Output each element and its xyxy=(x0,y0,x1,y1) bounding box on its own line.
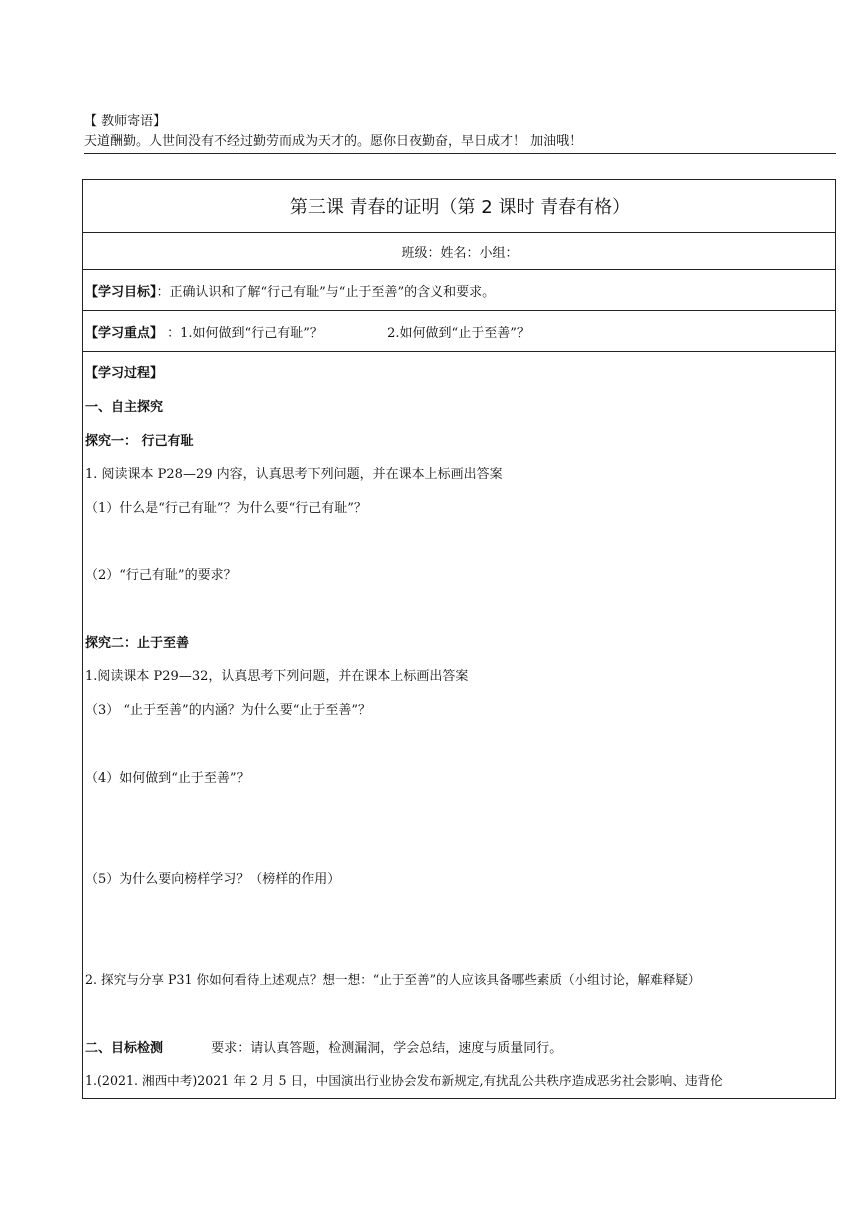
question-2: （2）“行己有耻”的要求？ xyxy=(85,568,237,583)
lesson-title: 第三课 青春的证明（第 2 课时 青春有格） xyxy=(83,180,836,233)
explore-share-task: 2. 探究与分享 P31 你如何看待上述观点？想一想：“止于至善”的人应该具备哪些素质（小组讨论，解难释疑） xyxy=(85,972,701,987)
question-1: （1）什么是“行己有耻”？为什么要“行己有耻”？ xyxy=(85,501,367,516)
process-label: 【学习过程】 xyxy=(85,366,164,381)
question-4: （4）如何做到“止于至善”？ xyxy=(85,771,250,786)
learning-key-row xyxy=(83,311,836,352)
teacher-note-heading: 【 教师寄语】 xyxy=(84,114,167,129)
learning-process-cell xyxy=(83,352,836,1099)
learning-key-label: 【学习重点】 xyxy=(85,325,164,341)
section1-heading: 一、自主探究 xyxy=(85,400,164,415)
class-info: 班级：姓名：小组： xyxy=(83,233,836,270)
section2-requirement: 要求：请认真答题，检测漏洞，学会总结，速度与质量同行。 xyxy=(211,1041,563,1056)
explore2-task: 1.阅读课本 P29—32，认真思考下列问题，并在课本上标画出答案 xyxy=(85,669,469,684)
teacher-note xyxy=(84,112,836,154)
section2-row xyxy=(85,1037,562,1056)
learning-goal-text: ：正确认识和了解“行己有耻”与“止于至善”的含义和要求。 xyxy=(156,284,496,300)
explore1-task: 1. 阅读课本 P28—29 内容，认真思考下列问题，并在课本上标画出答案 xyxy=(85,467,503,482)
teacher-note-text: 天道酬勤。人世间没有不经过勤劳而成为天才的。愿你日夜勤奋，早日成才！ 加油哦！ xyxy=(84,132,836,154)
question-3: （3） “止于至善”的内涵？为什么要“止于至善”？ xyxy=(85,703,371,718)
question-5: （5）为什么要向榜样学习？（榜样的作用） xyxy=(85,872,341,887)
learning-goal-label: 【学习目标】 xyxy=(85,284,157,300)
test-question-1: 1.(2021. 湘西中考)2021 年 2 月 5 日，中国演出行业协会发布新规定,有扰乱公共秩序造成恶劣社会影响、违背伦 xyxy=(85,1073,723,1088)
explore2-heading: 探究二：止于至善 xyxy=(85,636,190,651)
learning-goal-row xyxy=(83,270,836,311)
explore1-heading: 探究一： 行己有耻 xyxy=(85,434,194,449)
section2-heading: 二、目标检测 xyxy=(85,1041,164,1056)
lesson-sheet-table xyxy=(82,179,836,1099)
learning-key-item-1: ：1.如何做到“行己有耻”？ xyxy=(167,325,323,341)
learning-key-item-2: 2.如何做到“止于至善”？ xyxy=(387,325,530,341)
